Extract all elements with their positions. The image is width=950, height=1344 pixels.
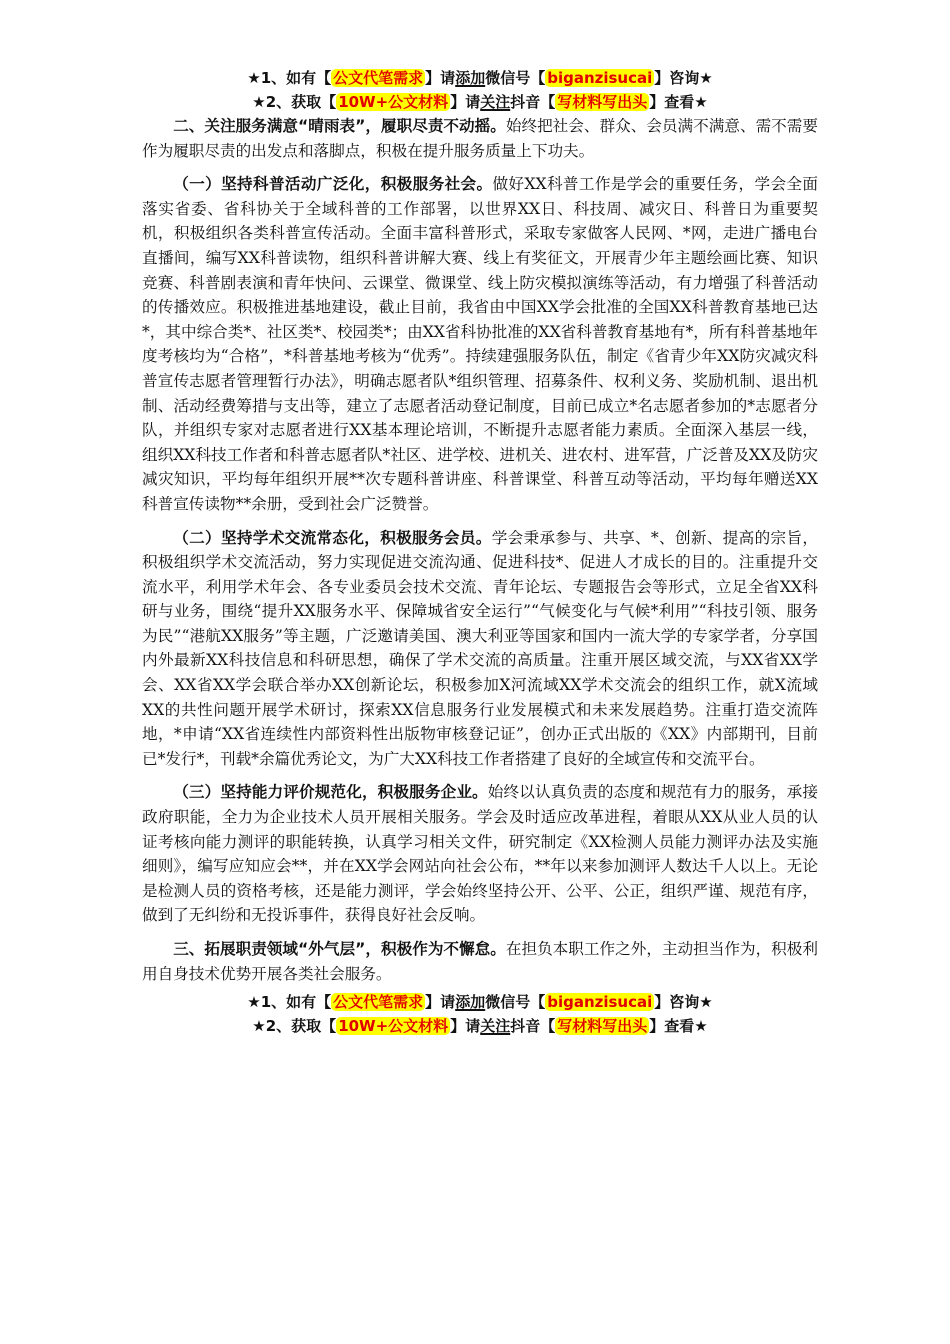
promo-highlight: 10W+公文材料 bbox=[338, 93, 449, 111]
paragraph-heading: 二、关注服务满意“晴雨表”，履职尽责不动摇。 bbox=[173, 117, 506, 135]
paragraph-section-3 bbox=[142, 937, 818, 986]
promo-banner-top bbox=[142, 66, 818, 114]
document-content bbox=[142, 66, 818, 1038]
paragraph-heading: （三）坚持能力评价规范化，积极服务企业。 bbox=[173, 783, 488, 802]
promo-highlight: 写材料写出头 bbox=[557, 93, 648, 111]
paragraph-subsection-2 bbox=[142, 526, 818, 772]
promo-highlight: biganzisucai bbox=[547, 69, 653, 87]
promo-text: 微信号【 bbox=[485, 69, 546, 87]
paragraph-subsection-3 bbox=[142, 780, 818, 928]
promo-highlight: biganzisucai bbox=[547, 993, 653, 1012]
promo-highlight: 公文代笔需求 bbox=[333, 69, 424, 87]
paragraph-body: 学会秉承参与、共享、*、创新、提高的宗旨，积极组织学术交流活动，努力实现促进交流沟通、促进科技*、促进人才成长的目的。注重提升交流水平，利用学术年会、各专业委员会技术交流、青年论坛、专题报告会等形式，立足全省XX科研与业务，围绕“提升XX服务水平、保障城省安全运行”“气候变化与气候*利用”“科技引领、服务为民”“港航XX服务”等主题，广泛邀请美国、澳大利亚等国家和国内一流大学的专家学者，分享国内外最新XX科技信息和科研思想，确保了学术交流的高质量。注重开展区域交流，与XX省XX学会、XX省XX学会联合举办XX创新论坛，积极参加X河流域XX学术交流会的组织工作，就X流域XX的共性问题开展学术研讨，探索XX信息服务行业发展模式和未来发展趋势。注重打造交流阵地，*申请“XX省连续性内部资料性出版物审核登记证”，创办正式出版的《XX》内部期刊，目前已*发行*，刊载*余篇优秀论文，为广大XX科技工作者搭建了良好的全域宣传和交流平台。 bbox=[142, 528, 818, 768]
promo-highlight: 10W+公文材料 bbox=[338, 1017, 449, 1036]
promo-text: 抖音【 bbox=[510, 1017, 556, 1036]
promo-highlight: 写材料写出头 bbox=[557, 1017, 648, 1036]
promo-underlined: 关注 bbox=[480, 93, 511, 111]
promo-underlined: 关注 bbox=[480, 1017, 511, 1036]
paragraph-body: 始终以认真负责的态度和规范有力的服务，承接政府职能，全力为企业技术人员开展相关服务。学会及时适应改革进程，着眼从XX从业人员的认证考核向能力测评的职能转换，认真学习相关文件，研究制定《XX检测人员能力测评办法及实施细则》，编写应知应会**，并在XX学会网站向社会公布，**年以来参加测评人数达千人以上。无论是检测人员的资格考核，还是能力测评，学会始终坚持公开、公平、公正，组织严谨、规范有序，做到了无纠纷和无投诉事件，获得良好社会反响。 bbox=[142, 783, 818, 925]
paragraph-body: 始终把社会、群众、会员满不满意、需不需要作为履职尽责的出发点和落脚点，积极在提升服务质量上下功夫。 bbox=[142, 117, 818, 160]
promo-text: ★1、如有【 bbox=[247, 993, 332, 1012]
promo-text: 】查看★ bbox=[649, 93, 708, 111]
promo-text: 】咨询★ bbox=[654, 69, 713, 87]
promo-text: ★2、获取【 bbox=[252, 93, 337, 111]
promo-text: 】请 bbox=[450, 93, 481, 111]
paragraph-heading: （一）坚持科普活动广泛化，积极服务社会。 bbox=[173, 175, 493, 194]
promo-line-2 bbox=[142, 1014, 818, 1038]
promo-text: 】咨询★ bbox=[654, 993, 713, 1012]
promo-line-2 bbox=[142, 90, 818, 114]
promo-highlight: 公文代笔需求 bbox=[333, 993, 424, 1012]
promo-text: 】请 bbox=[425, 993, 456, 1012]
promo-banner-bottom bbox=[142, 990, 818, 1038]
promo-line-1 bbox=[142, 66, 818, 90]
promo-text: 微信号【 bbox=[485, 993, 546, 1012]
promo-text: ★1、如有【 bbox=[247, 69, 332, 87]
paragraph-heading: （二）坚持学术交流常态化，积极服务会员。 bbox=[173, 528, 492, 547]
paragraph-subsection-1 bbox=[142, 172, 818, 516]
paragraph-heading: 三、拓展职责领域“外气层”，积极作为不懈怠。 bbox=[173, 940, 506, 958]
promo-line-1 bbox=[142, 990, 818, 1014]
promo-underlined: 添加 bbox=[455, 69, 486, 87]
promo-text: 】请 bbox=[425, 69, 456, 87]
promo-text: ★2、获取【 bbox=[252, 1017, 337, 1036]
paragraph-section-2 bbox=[142, 114, 818, 163]
promo-text: 】请 bbox=[450, 1017, 481, 1036]
promo-underlined: 添加 bbox=[455, 993, 486, 1012]
paragraph-body: 在担负本职工作之外，主动担当作为，积极利用自身技术优势开展各类社会服务。 bbox=[142, 940, 818, 983]
promo-text: 】查看★ bbox=[649, 1017, 708, 1036]
paragraph-body: 做好XX科普工作是学会的重要任务，学会全面落实省委、省科协关于全域科普的工作部署，以世界XX日、科技周、减灾日、科普日为重要契机，积极组织各类科普宣传活动。全面丰富科普形式，采取专家做客人民网、*网，走进广播电台直播间，编写XX科普读物，组织科普讲解大赛、线上有奖征文，开展青少年主题绘画比赛、知识竞赛、科普剧表演和青年快问、云课堂、微课堂、线上防灾模拟演练等活动，有力增强了科普活动的传播效应。积极推进基地建设，截止目前，我省由中国XX学会批准的全国XX科普教育基地已达*，其中综合类*、社区类*、校园类*；由XX省科协批准的XX省科普教育基地有*，所有科普基地年度考核均为“合格”，*科普基地考核为“优秀”。持续建强服务队伍，制定《省青少年XX防灾减灾科普宣传志愿者管理暂行办法》，明确志愿者队*组织管理、招募条件、权利义务、奖励机制、退出机制、活动经费筹措与支出等，建立了志愿者活动登记制度，目前已成立*名志愿者参加的*志愿者分队，并组织专家对志愿者进行XX基本理论培训，不断提升志愿者能力素质。全面深入基层一线，组织XX科技工作者和科普志愿者队*社区、进学校、进机关、进农村、进军营，广泛普及XX及防灾减灾知识，平均每年组织开展**次专题科普讲座、科普课堂、科普互动等活动，平均每年赠送XX科普宣传读物**余册，受到社会广泛赞誉。 bbox=[142, 175, 818, 513]
promo-text: 抖音【 bbox=[510, 93, 556, 111]
